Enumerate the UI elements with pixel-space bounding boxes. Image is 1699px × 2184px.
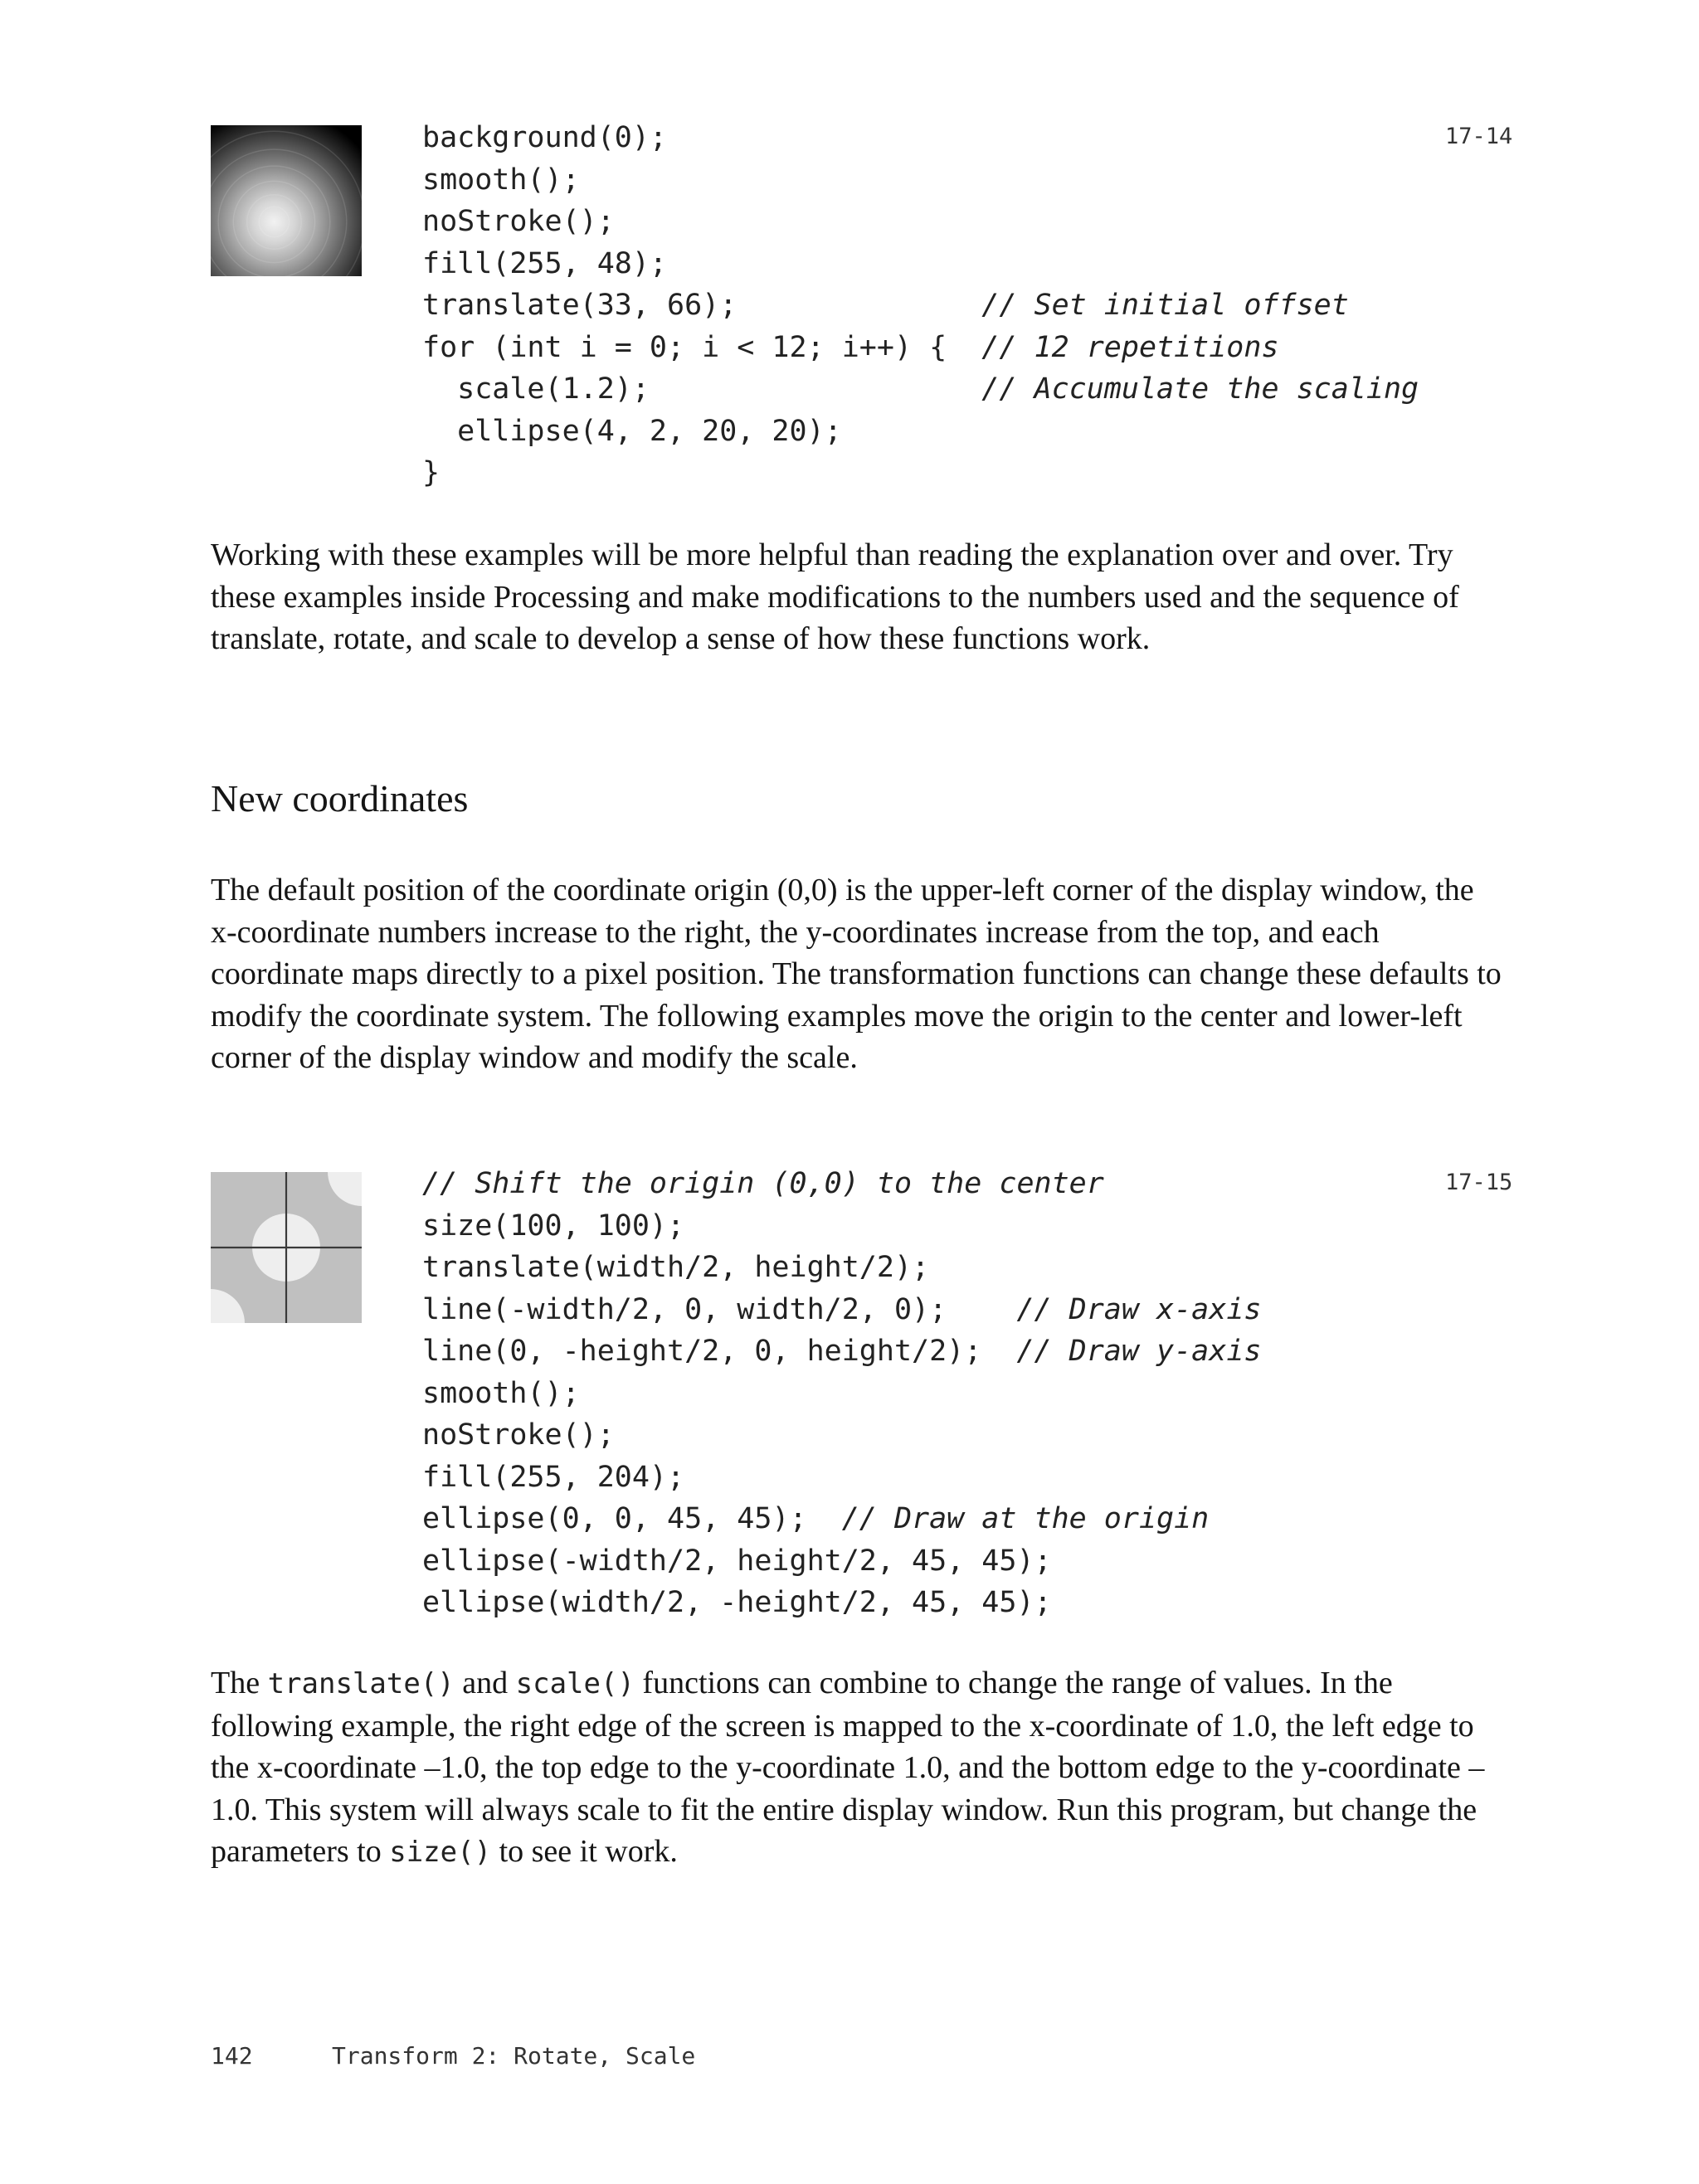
example-number: 17-14 <box>1445 124 1513 149</box>
inline-code: size() <box>389 1836 492 1869</box>
code-line: size(100, 100); <box>422 1209 685 1243</box>
code-line: translate(width/2, height/2); <box>422 1251 930 1284</box>
body-paragraph: Working with these examples will be more helpful than reading the explanation over and over. Try these examples inside Processing and make modifications to the numbers used and the sequence of translate, rotate, and scale to develop a sense of how these functions work. <box>211 537 1459 656</box>
code-line: } <box>422 456 441 489</box>
code-line: for (int i = 0; i < 12; i++) { // 12 repetitions <box>422 330 1279 364</box>
page-number: 142 <box>211 2042 253 2070</box>
code-line: fill(255, 204); <box>422 1460 685 1494</box>
code-line: fill(255, 48); <box>422 246 668 280</box>
origin-axes-image <box>211 1172 362 1323</box>
code-line: ellipse(width/2, -height/2, 45, 45); <box>422 1586 1052 1619</box>
code-line: background(0); <box>422 121 668 154</box>
example-17-14-thumbnail <box>211 125 362 276</box>
code-line: translate(33, 66); // Set initial offset <box>422 289 1349 322</box>
code-line: noStroke(); <box>422 1418 615 1452</box>
code-line: line(0, -height/2, 0, height/2); // Draw y-axis <box>422 1335 1262 1368</box>
concentric-circles-image <box>211 125 362 276</box>
inline-code: translate() <box>267 1667 455 1700</box>
body-paragraph: The translate() and scale() functions can combine to change the range of values. In the following example, the right edge of the screen is mapped to the x-coordinate of 1.0, the left edge to the x-coordinate –1.0, the top edge to the y-coordinate 1.0, and the bottom edge to the y-coordinate –1.0. This system will always scale to fit the entire display window. Run this program, but change the parameters to size() to see it work. <box>211 1666 1485 1869</box>
code-line: line(-width/2, 0, width/2, 0); // Draw x-axis <box>422 1292 1262 1326</box>
code-line: // Shift the origin (0,0) to the center <box>422 1167 1104 1200</box>
code-line: ellipse(0, 0, 45, 45); // Draw at the origin <box>422 1502 1210 1535</box>
code-line: ellipse(4, 2, 20, 20); <box>422 414 842 448</box>
example-17-15-code <box>422 1163 1261 1624</box>
body-paragraph: The default position of the coordinate origin (0,0) is the upper-left corner of the display window, the x-coordinate numbers increase to the right, the y-coordinates increase from the top, and each coordinate maps directly to a pixel position. The transformation functions can change these defaults to modify the coordinate system. The following examples move the origin to the center and lower-left corner of the display window and modify the scale. <box>211 873 1502 1075</box>
example-17-14-code <box>422 117 1419 494</box>
section-heading: New coordinates <box>211 777 469 820</box>
example-number: 17-15 <box>1445 1170 1513 1195</box>
example-17-15-thumbnail <box>211 1172 362 1323</box>
code-line: noStroke(); <box>422 205 615 238</box>
code-line: smooth(); <box>422 1376 580 1410</box>
inline-code: scale() <box>515 1667 635 1700</box>
code-line: scale(1.2); // Accumulate the scaling <box>422 372 1419 406</box>
running-footer-title: Transform 2: Rotate, Scale <box>332 2042 696 2070</box>
code-line: ellipse(-width/2, height/2, 45, 45); <box>422 1544 1052 1578</box>
code-line: smooth(); <box>422 163 580 197</box>
